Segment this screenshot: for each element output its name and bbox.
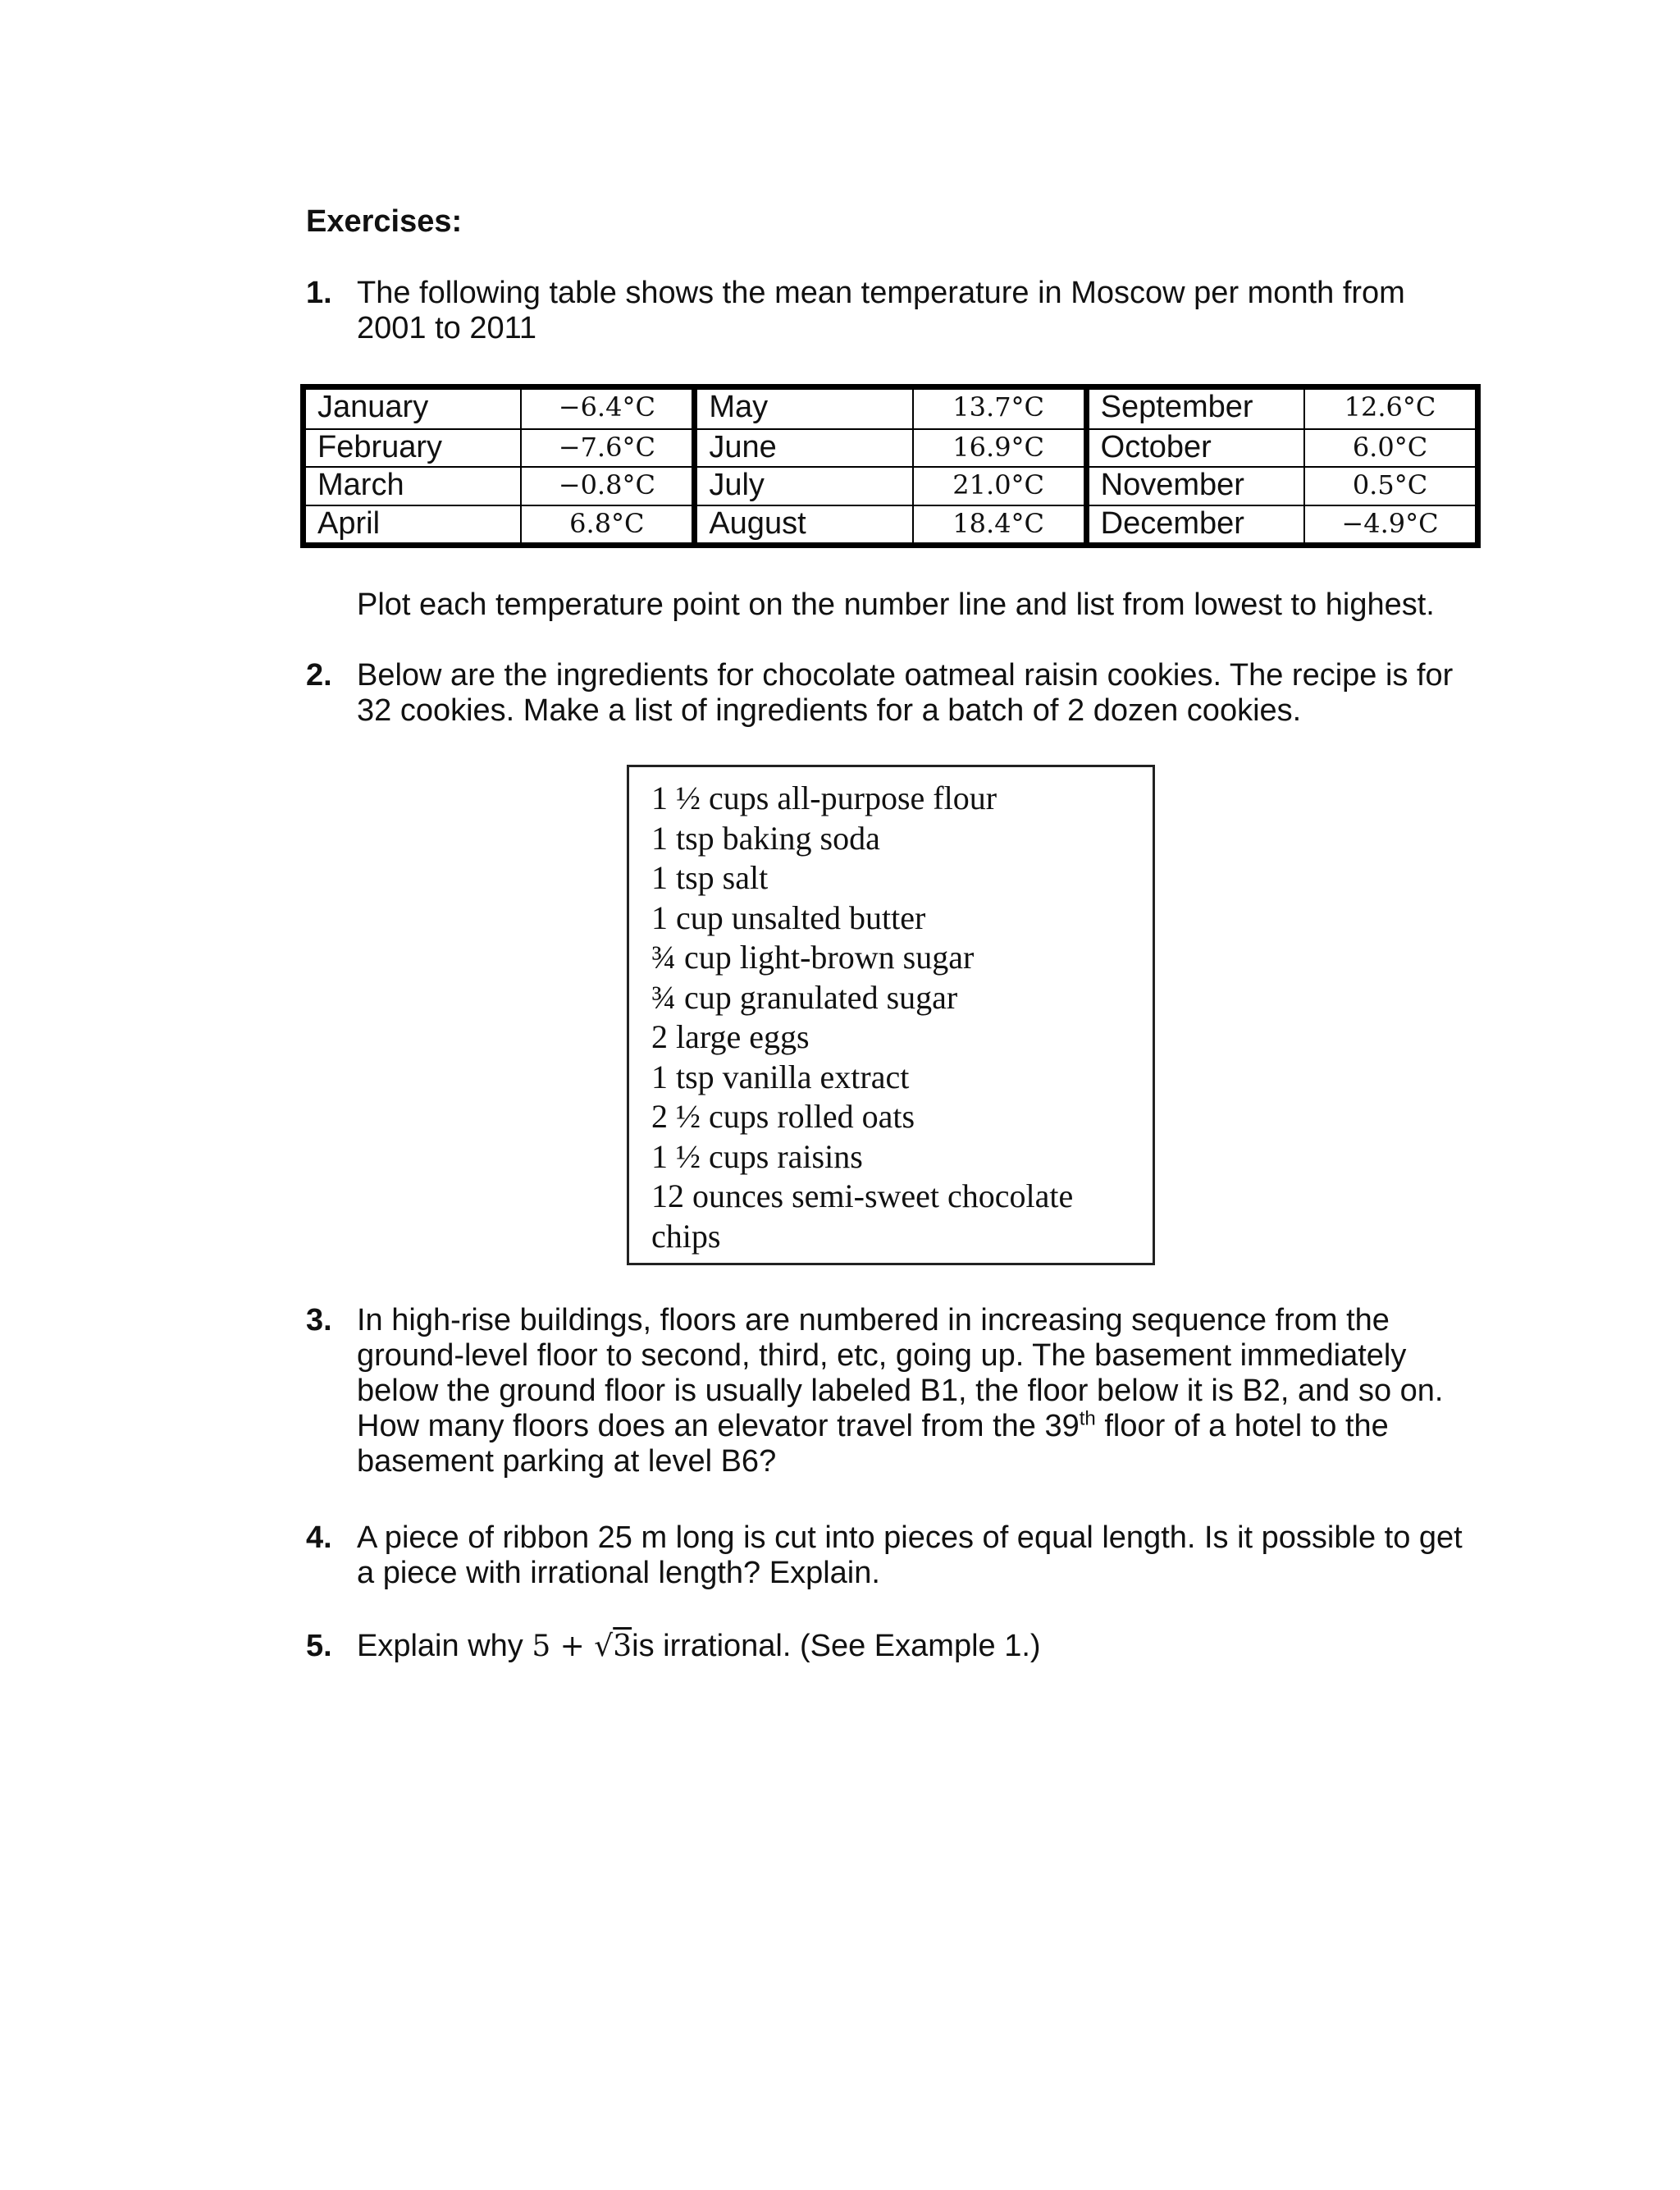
temperature-cell: 12.6°C xyxy=(1344,391,1436,423)
temperature-cell: 16.9°C xyxy=(952,431,1045,463)
exercise-3-text xyxy=(357,1303,1479,1479)
temperature-cell: 18.4°C xyxy=(952,507,1045,539)
math-prefix: 5 + √ xyxy=(532,1630,614,1663)
list-item: 2 ½ cups rolled oats xyxy=(651,1098,915,1135)
table-row xyxy=(697,390,1083,428)
exercise-3-text-end: floor of a hotel to the basement parking at level B6? xyxy=(357,1409,1389,1479)
list-item: ¾ cup light-brown sugar xyxy=(651,939,975,976)
month-cell: April xyxy=(306,506,522,543)
table-row xyxy=(697,505,1083,543)
list-item: 12 ounces semi-sweet chocolate chips xyxy=(651,1177,1074,1255)
temperature-group-3 xyxy=(1084,390,1475,542)
temperature-group-1 xyxy=(306,390,692,542)
month-cell: August xyxy=(697,506,913,543)
exercise-5-text xyxy=(357,1629,1479,1664)
exercise-1-text: The following table shows the mean temperature in Moscow per month from 2001 to 2011 xyxy=(357,276,1405,345)
month-cell: May xyxy=(697,390,913,428)
temperature-cell: −7.6°C xyxy=(558,431,655,463)
list-item: 2 large eggs xyxy=(651,1018,810,1055)
list-item: 1 ½ cups all-purpose flour xyxy=(651,780,998,816)
month-cell: June xyxy=(697,430,913,467)
exercise-2 xyxy=(306,658,1479,729)
list-item: 1 tsp baking soda xyxy=(651,819,880,857)
temperature-cell: −6.4°C xyxy=(558,391,655,423)
exercise-number: 4. xyxy=(306,1520,332,1555)
temperature-table xyxy=(300,384,1481,548)
month-cell: July xyxy=(697,468,913,505)
exercise-number: 1. xyxy=(306,276,332,310)
exercise-5-text-start: Explain why xyxy=(357,1629,532,1663)
temperature-cell: 6.0°C xyxy=(1352,431,1428,463)
list-item: 1 cup unsalted butter xyxy=(651,898,926,936)
month-cell: October xyxy=(1089,430,1305,467)
ordinal-superscript: th xyxy=(1079,1407,1096,1430)
exercise-number: 3. xyxy=(306,1303,332,1337)
exercise-5 xyxy=(306,1629,1479,1664)
month-cell: December xyxy=(1089,506,1305,543)
ingredients-box xyxy=(627,765,1155,1265)
month-cell: March xyxy=(306,468,522,505)
temperature-cell: −4.9°C xyxy=(1341,507,1439,539)
exercise-2-text: Below are the ingredients for chocolate oatmeal raisin cookies. The recipe is for 32 cookies. Make a list of ingredients for a batch of 2 dozen cookies. xyxy=(357,658,1454,728)
list-item: 1 tsp vanilla extract xyxy=(651,1058,910,1095)
list-item: 1 ½ cups raisins xyxy=(651,1137,863,1175)
exercise-5-text-end: is irrational. (See Example 1.) xyxy=(632,1629,1041,1663)
table-row xyxy=(306,428,692,467)
table-row xyxy=(697,466,1083,505)
temperature-group-2 xyxy=(692,390,1083,542)
exercise-1 xyxy=(306,276,1479,346)
month-cell: September xyxy=(1089,390,1305,428)
month-cell: January xyxy=(306,390,522,428)
table-row xyxy=(1089,505,1475,543)
table-row xyxy=(306,466,692,505)
month-cell: November xyxy=(1089,468,1305,505)
table-row xyxy=(306,390,692,428)
exercise-number: 2. xyxy=(306,658,332,693)
math-expression xyxy=(532,1630,632,1663)
temperature-cell: 21.0°C xyxy=(952,469,1045,501)
math-radicand: 3 xyxy=(613,1630,632,1663)
table-row xyxy=(1089,390,1475,428)
exercises-heading: Exercises: xyxy=(306,204,463,239)
temperature-cell: 13.7°C xyxy=(952,391,1045,423)
month-cell: February xyxy=(306,430,522,467)
exercise-4 xyxy=(306,1520,1479,1591)
table-row xyxy=(697,428,1083,467)
exercise-4-text: A piece of ribbon 25 m long is cut into pieces of equal length. Is it possible to get a piece with irrational length? Explain. xyxy=(357,1520,1463,1590)
list-item: 1 tsp salt xyxy=(651,859,769,896)
table-row xyxy=(1089,466,1475,505)
exercise-number: 5. xyxy=(306,1629,332,1663)
table-row xyxy=(1089,428,1475,467)
exercise-3-text-start: In high-rise buildings, floors are numbered in increasing sequence from the ground-level floor to second, third, etc, going up. The basement immediately below the ground floor is usually labeled B1, the floor below it is B2, and so on. How many floors does an elevator travel from the 39 xyxy=(357,1303,1444,1443)
exercise-3 xyxy=(306,1303,1479,1479)
temperature-cell: 6.8°C xyxy=(569,507,645,539)
table-row xyxy=(306,505,692,543)
list-item: ¾ cup granulated sugar xyxy=(651,978,958,1016)
temperature-cell: 0.5°C xyxy=(1352,469,1428,501)
exercise-1-instruction: Plot each temperature point on the number line and list from lowest to highest. xyxy=(357,588,1435,622)
temperature-cell: −0.8°C xyxy=(558,469,655,501)
